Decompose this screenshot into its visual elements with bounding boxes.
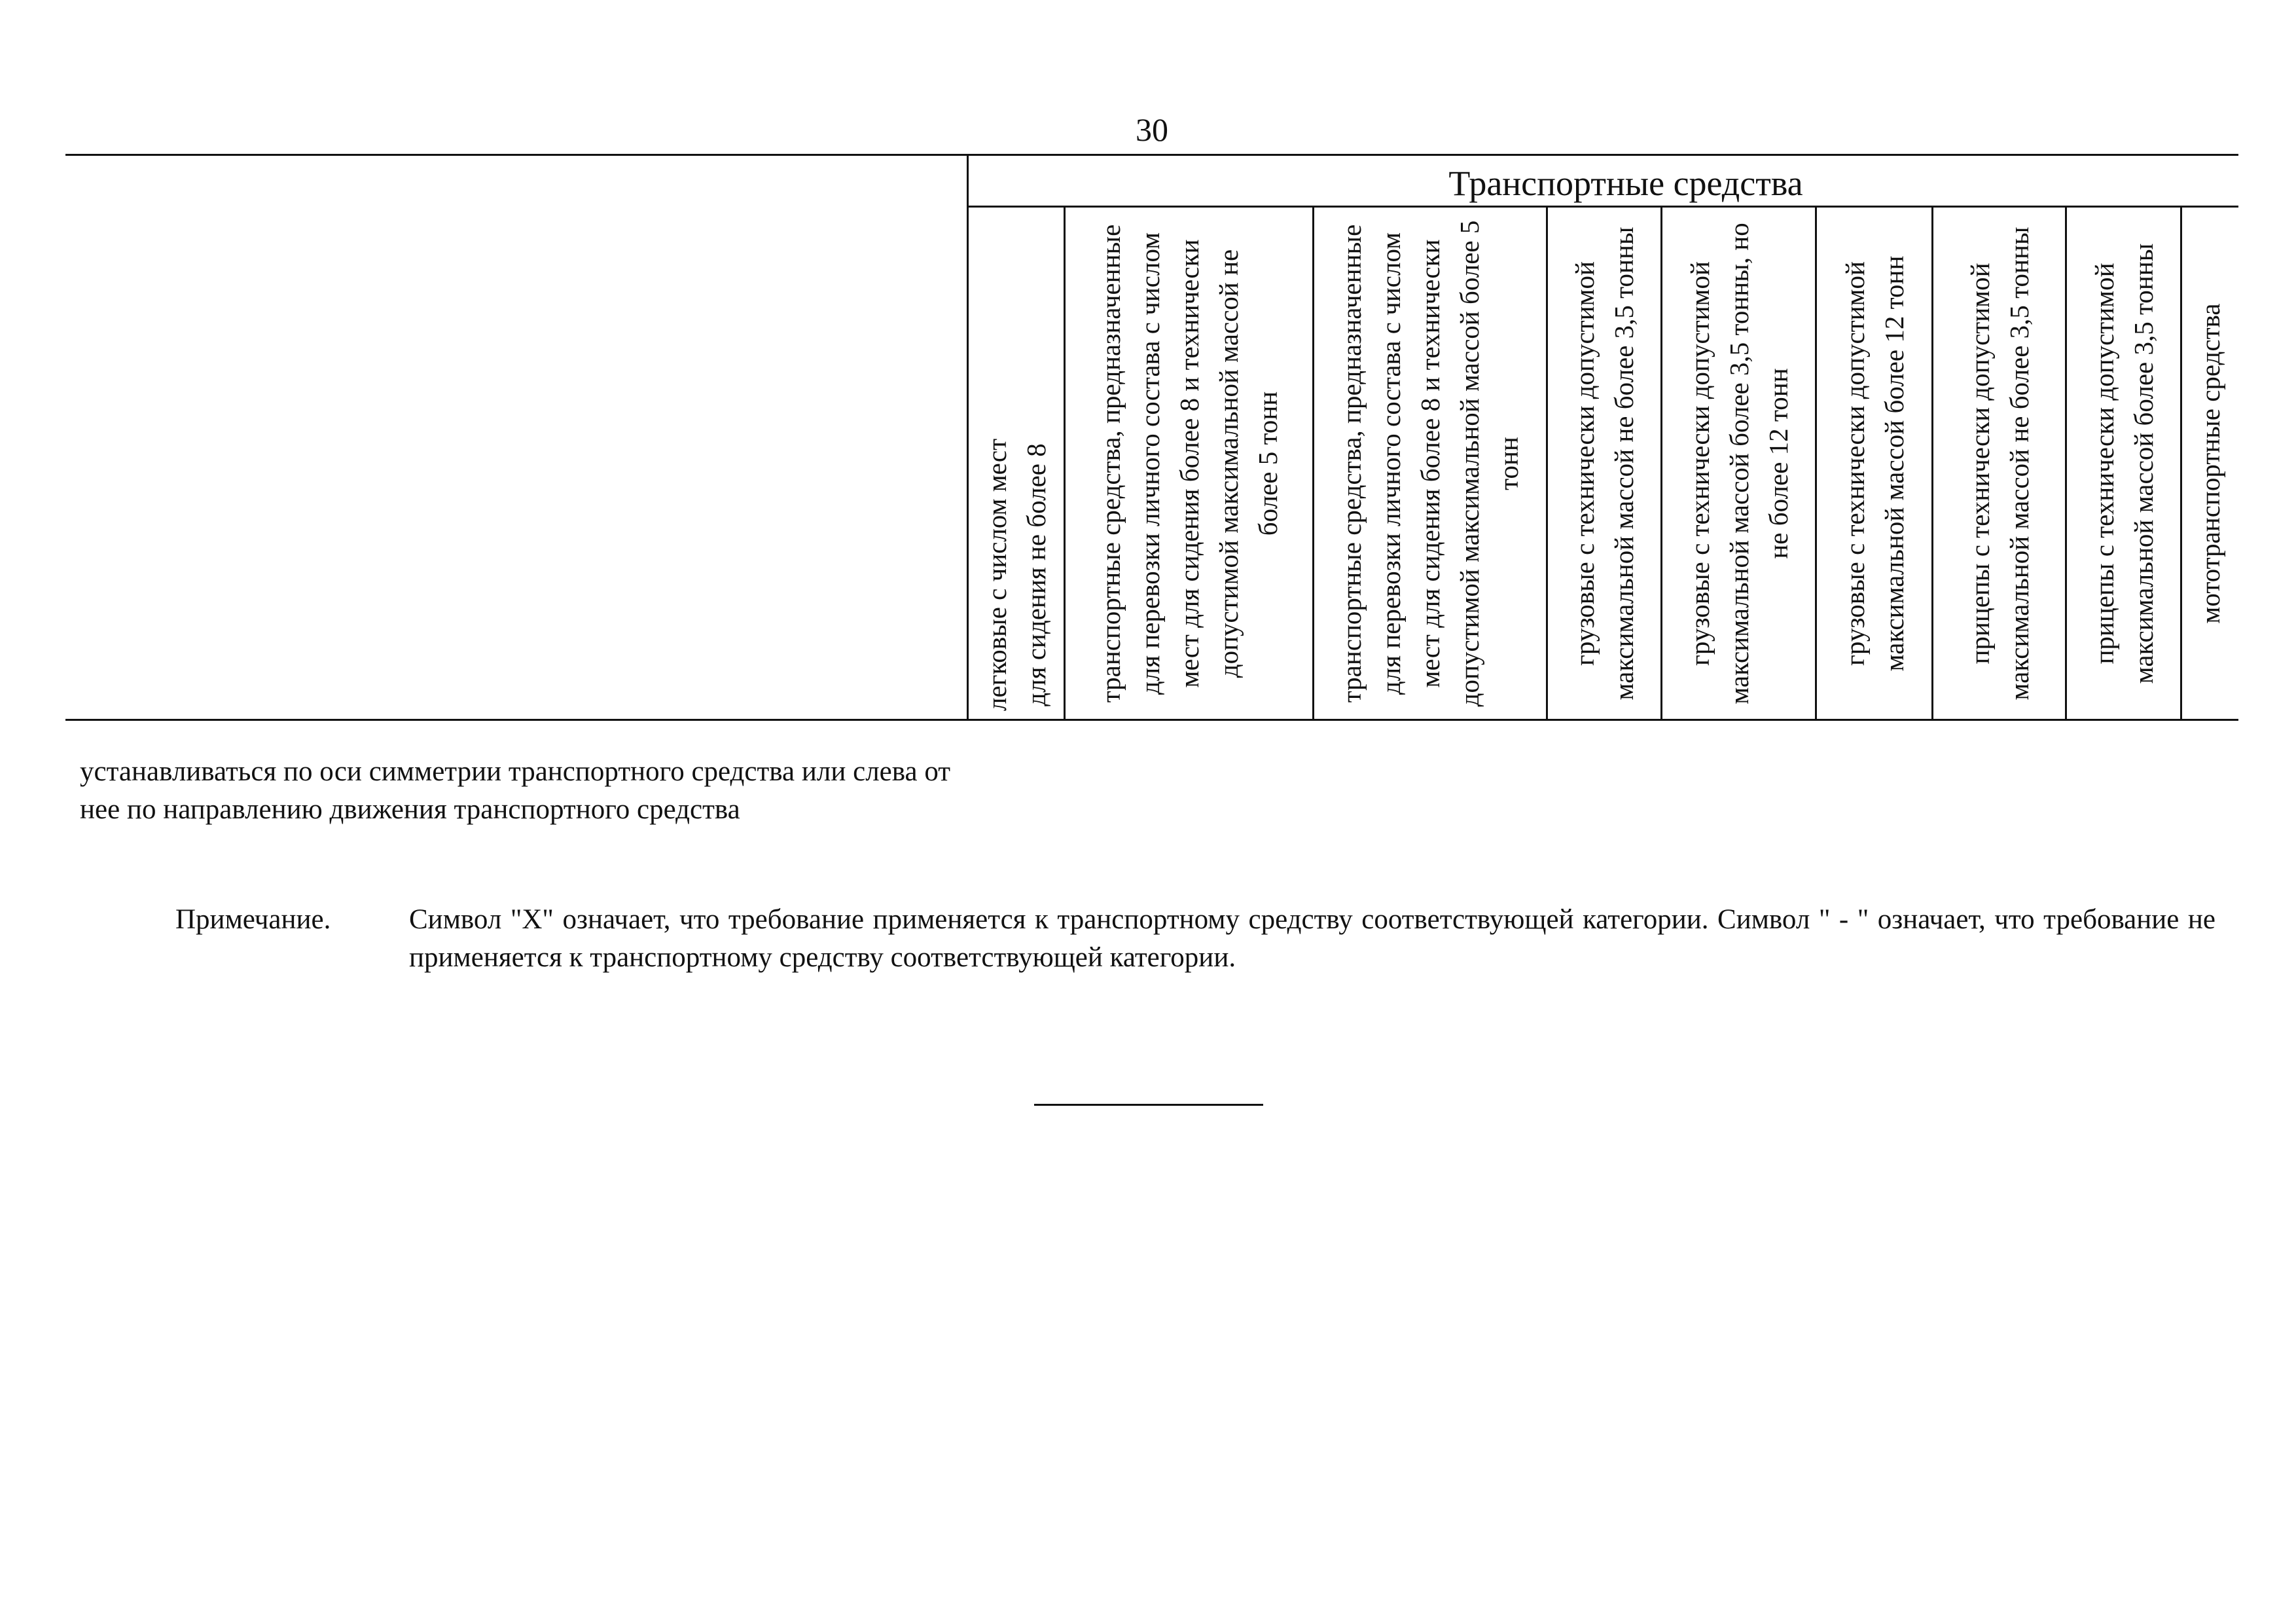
column-header-text: мототранспортные средства [2195, 303, 2225, 624]
column-header [1314, 208, 1546, 719]
column-header-text: грузовые с технически допустимой максимальной массой не более 3,5 тонны [1570, 227, 1639, 701]
column-header-text: легковые с числом мест для сидения не более 8 [981, 438, 1051, 712]
column-header [2182, 208, 2238, 719]
table-bottom-rule [65, 719, 2238, 721]
table-top-rule [65, 154, 2238, 156]
column-header [1548, 208, 1660, 719]
column-header [1933, 208, 2065, 719]
closing-rule [1034, 1104, 1263, 1106]
column-header [1662, 208, 1815, 719]
row-text: устанавливаться по оси симметрии транспортного средства или слева от нее по направлению движения транспортного средства [80, 756, 951, 825]
group-header-rule [969, 206, 2238, 208]
page-number: 30 [1136, 111, 1168, 148]
column-header [2067, 208, 2180, 719]
column-header-text: транспортные средства, предназначенные для перевозки личного состава с числом мест для сидения более 8 и технически допустимой максимальной массой более 5 тонн [1336, 220, 1524, 707]
note-text: Символ "Х" означает, что требование применяется к транспортному средству соответствующей категории. Символ " - " означает, что требование не применяется к транспортному средству соответствующей категории. [409, 904, 2215, 973]
column-header-text: прицепы с технически допустимой максимальной массой не более 3,5 тонны [1964, 227, 2034, 701]
column-header-text: грузовые с технически допустимой максимальной массой более 3,5 тонны, но не более 12 тонн [1684, 223, 1793, 704]
column-header [969, 208, 1064, 719]
column-header-text: прицепы с технически допустимой максимальной массой более 3,5 тонны [2089, 243, 2159, 684]
group-header: Транспортные средства [1448, 164, 1803, 203]
column-header [1066, 208, 1312, 719]
note-label: Примечание. [175, 904, 331, 935]
column-header-text: транспортные средства, предназначенные для перевозки личного состава с числом мест для сидения более 8 и технически допустимой максимальной массой не более 5 тонн [1095, 224, 1283, 703]
column-header-text: грузовые с технически допустимой максимальной массой более 12 тонн [1839, 255, 1909, 672]
column-header [1817, 208, 1931, 719]
